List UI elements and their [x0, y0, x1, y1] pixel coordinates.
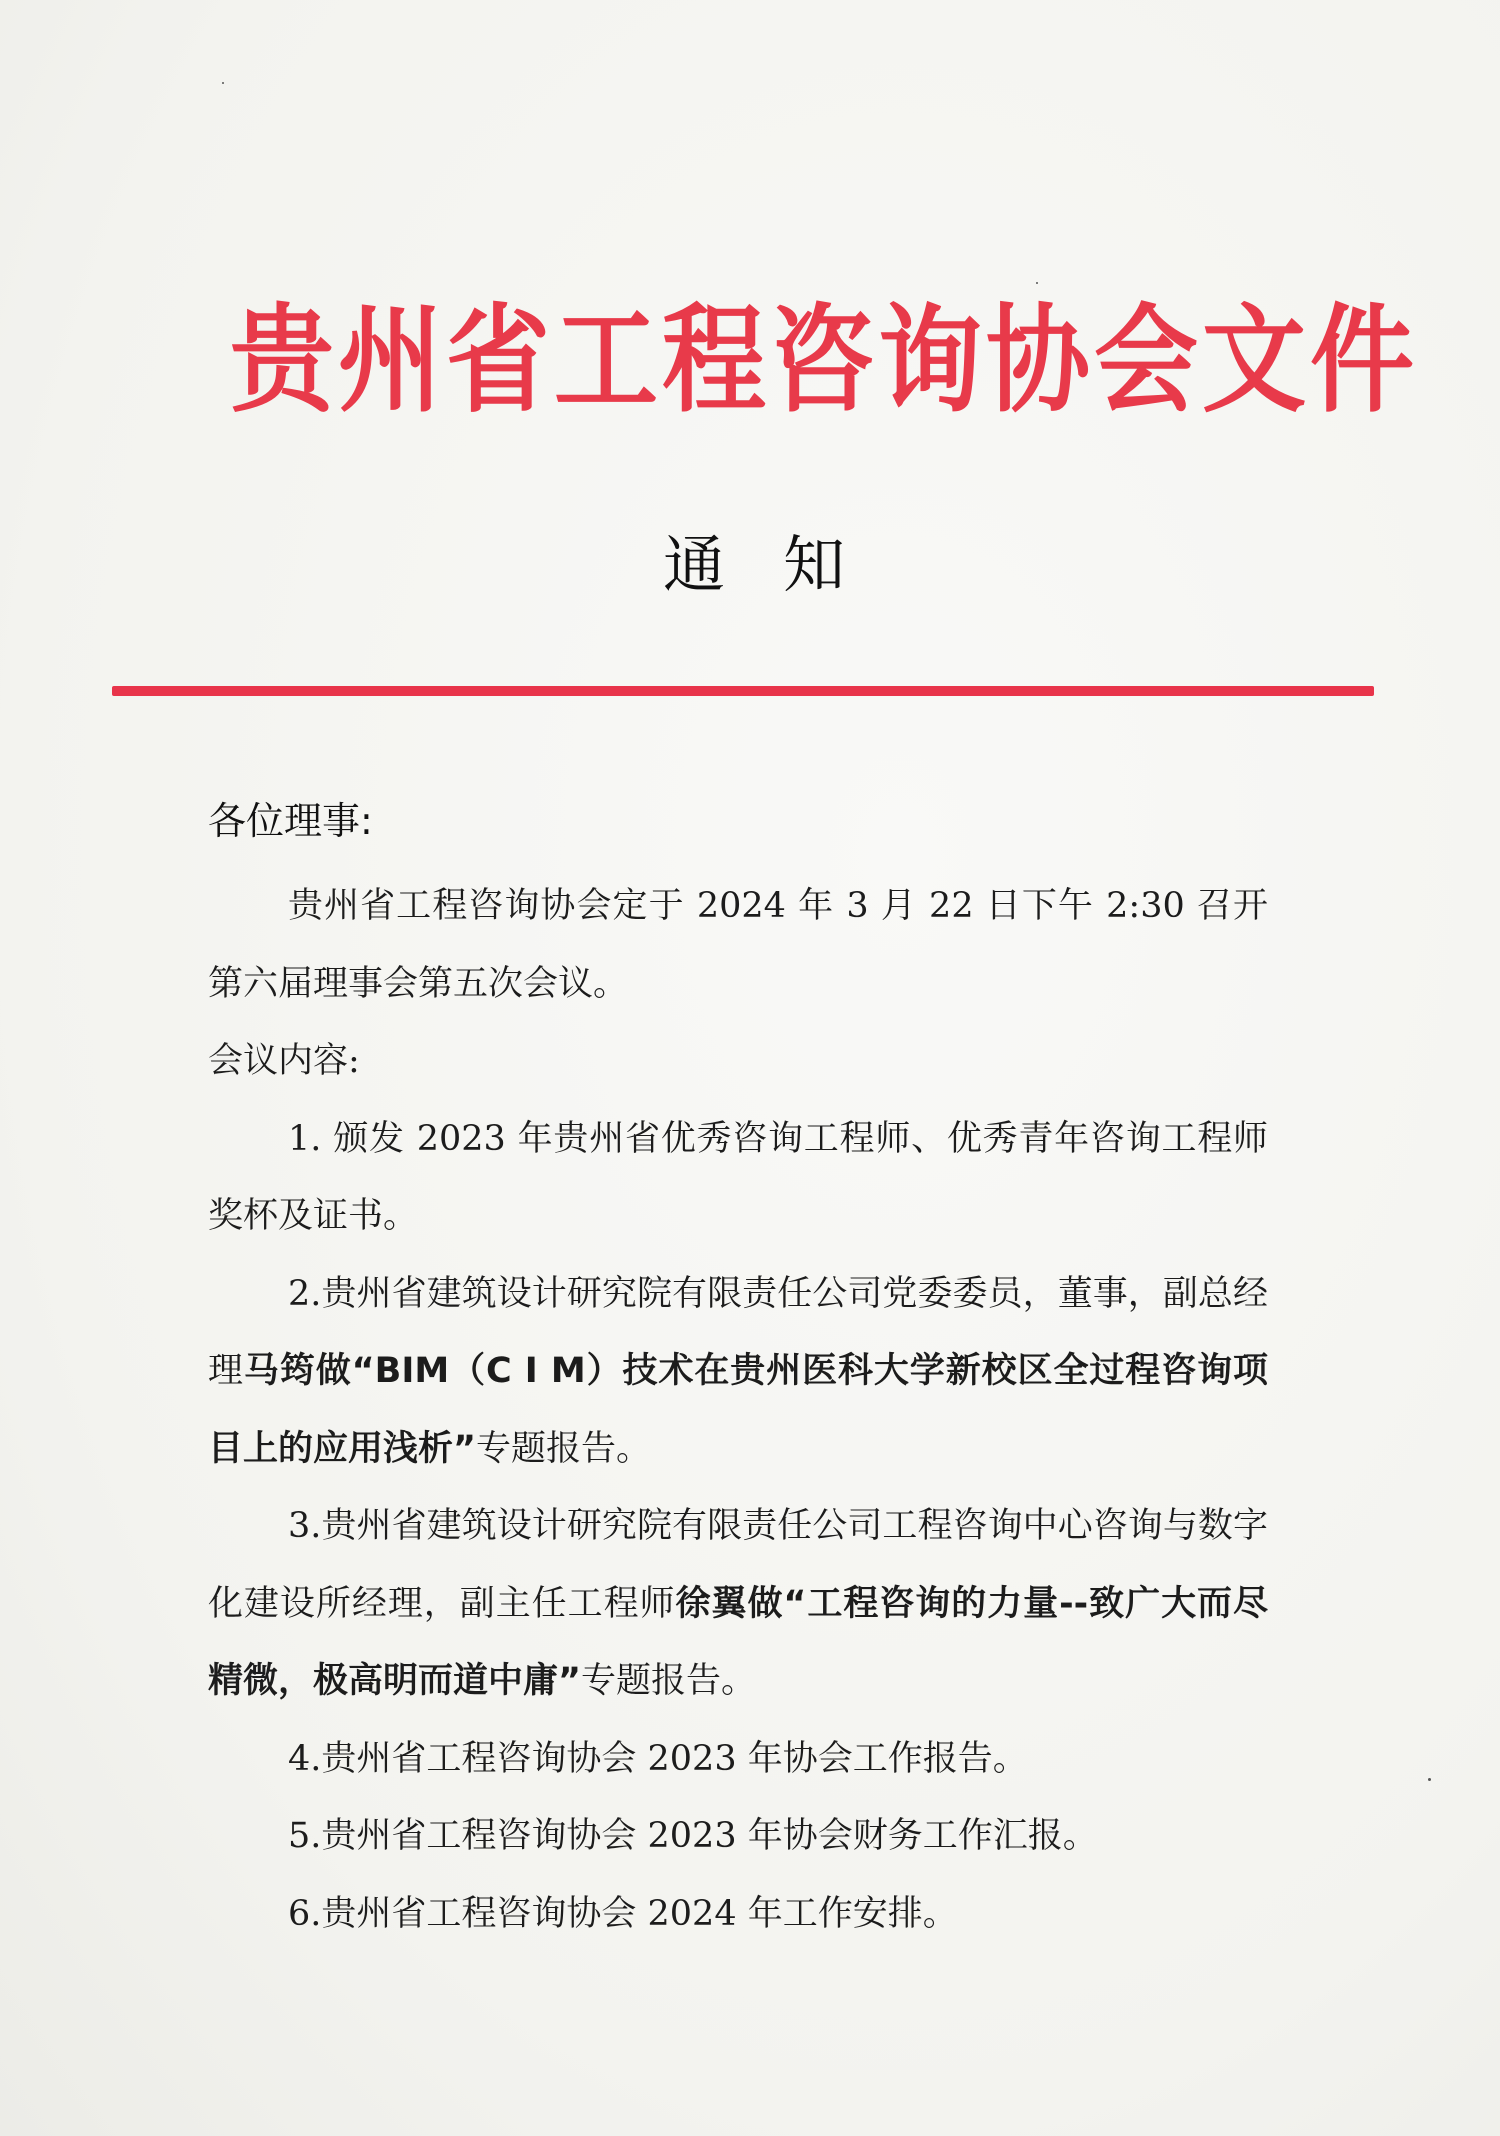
agenda-item-3-prefix: 3.贵州省建筑设计研究院有限责任公司工程咨询中心咨询与数字化建设所经理，副主任工程师 — [208, 1506, 1268, 1624]
agenda-item-6: 6.贵州省工程咨询协会 2024 年工作安排。 — [288, 1893, 958, 1934]
agenda-item-3 — [208, 1488, 1268, 1721]
agenda-item-2 — [208, 1256, 1268, 1489]
scan-speck — [222, 82, 224, 84]
document-type-heading: 通知 — [662, 528, 903, 601]
letterhead-title: 贵州省工程咨询协会文件 — [230, 291, 1419, 429]
agenda-heading: 会议内容: — [208, 1041, 360, 1081]
agenda-item-3-suffix: 专题报告。 — [581, 1661, 757, 1701]
agenda-item-1: 1. 颁发 2023 年贵州省优秀咨询工程师、优秀青年咨询工程师奖杯及证书。 — [208, 1118, 1268, 1236]
intro-paragraph: 贵州省工程咨询协会定于 2024 年 3 月 22 日下午 2:30 召开第六届理事会第五次会议。 — [208, 886, 1268, 1004]
agenda-item-5: 5.贵州省工程咨询协会 2023 年协会财务工作汇报。 — [288, 1816, 1098, 1856]
agenda-item-4: 4.贵州省工程咨询协会 2023 年协会工作报告。 — [288, 1738, 1028, 1779]
scan-speck — [1036, 282, 1038, 284]
agenda-item-2-speaker-topic: 马筠做“BIM（C I M）技术在贵州医科大学新校区全过程咨询项目上的应用浅析” — [208, 1351, 1268, 1469]
document-body — [208, 868, 1268, 1953]
agenda-item-2-suffix: 专题报告。 — [476, 1428, 652, 1469]
salutation: 各位理事: — [208, 799, 373, 843]
scan-speck — [1428, 1778, 1431, 1781]
agenda-item-3-speaker-topic: 徐翼做“工程咨询的力量--致广大而尽精微，极高明而道中庸” — [208, 1583, 1268, 1701]
agenda-item-2-prefix: 2.贵州省建筑设计研究院有限责任公司党委委员，董事，副总经理 — [208, 1273, 1268, 1391]
red-divider-rule — [112, 686, 1374, 696]
